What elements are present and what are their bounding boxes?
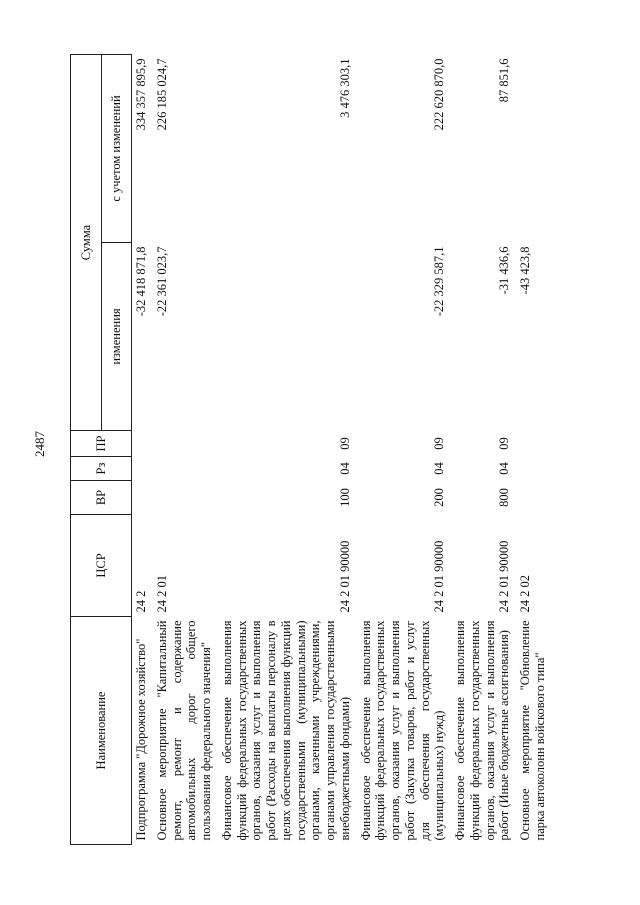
header-vr: ВР: [71, 481, 132, 515]
header-name: Наименование: [71, 617, 132, 845]
table-row: [218, 55, 357, 845]
row-name: Основное мероприятие "Капитальный ремонт, ремонт и содержание автомобильных дорог общего пользования федерального значения": [154, 620, 213, 841]
row-pr: [516, 431, 552, 457]
row-pr: 09: [337, 437, 352, 450]
row-csr: 24 2 01: [154, 575, 169, 613]
row-vr: [516, 481, 552, 515]
row-total: [516, 55, 552, 243]
row-rz: 04: [337, 462, 352, 475]
table-row: [132, 55, 153, 845]
row-total: 334 357 895,9: [134, 58, 148, 131]
table-row: [451, 55, 516, 845]
row-vr: [153, 481, 218, 515]
row-csr: 24 2 02: [518, 575, 532, 613]
row-rz: [132, 457, 153, 481]
row-name: Подпрограмма "Дорожное хозяйство": [134, 638, 148, 841]
row-pr: 09: [432, 437, 447, 450]
header-csr: ЦСР: [71, 515, 132, 617]
header-rz: Рз: [71, 457, 132, 481]
row-total: 3 476 303,1: [337, 58, 352, 118]
row-changes: -43 423,8: [518, 246, 532, 295]
row-rz: [153, 457, 218, 481]
header-with-changes: с учетом изменений: [101, 55, 132, 243]
row-rz: 04: [497, 462, 512, 475]
row-name: Финансовое обеспечение выполнения функций федеральных государственных органов, оказания услуг и выполнения работ (Расходы на выплаты персоналу в целях обеспечения выполнения функций государственными (муниципальными) органами, казенными учреждениями, органами управления государственными внебюджетными фондами): [219, 620, 352, 841]
row-vr: 100: [337, 488, 352, 507]
row-pr: [153, 431, 218, 457]
row-changes: -31 436,6: [497, 246, 512, 295]
header-pr: ПР: [71, 431, 132, 457]
row-csr: 24 2 01 90000: [432, 540, 447, 613]
row-name: Основное мероприятие "Обновление парка автоколонн войскового типа": [518, 620, 547, 841]
row-total: 226 185 024,7: [154, 58, 169, 131]
header-changes: изменения: [101, 243, 132, 431]
header-sum: Сумма: [71, 55, 102, 431]
row-changes: -22 361 023,7: [154, 246, 169, 317]
row-rz: 04: [432, 462, 447, 475]
row-csr: 24 2 01 90000: [497, 540, 512, 613]
rotated-table-container: [70, 55, 590, 845]
row-pr: [132, 431, 153, 457]
table-row: [357, 55, 452, 845]
row-rz: [516, 457, 552, 481]
row-name: Финансовое обеспечение выполнения функций федеральных государственных органов, оказания услуг и выполнения работ (Закупка товаров, работ и услуг для обеспечения государственных (муниципальных) нужд): [358, 620, 447, 841]
row-csr: 24 2 01 90000: [337, 540, 352, 613]
row-changes: -22 329 587,1: [432, 246, 447, 317]
row-total: 222 620 870,0: [432, 58, 447, 131]
table-row: [153, 55, 218, 845]
row-pr: 09: [497, 437, 512, 450]
table-header: [71, 55, 132, 845]
row-changes: [218, 243, 357, 431]
table-body: [132, 55, 552, 845]
row-total: 87 851,6: [497, 58, 512, 103]
page-number: 2487: [32, 431, 47, 457]
row-vr: 200: [432, 488, 447, 507]
row-vr: [132, 481, 153, 515]
table-row: [516, 55, 552, 845]
row-vr: 800: [497, 488, 512, 507]
row-csr: 24 2: [134, 590, 148, 613]
row-name: Финансовое обеспечение выполнения функций федеральных государственных органов, оказания услуг и выполнения работ (Иные бюджетные ассигнования): [453, 620, 512, 841]
row-changes: -32 418 871,8: [134, 246, 148, 317]
budget-table: [70, 54, 552, 845]
